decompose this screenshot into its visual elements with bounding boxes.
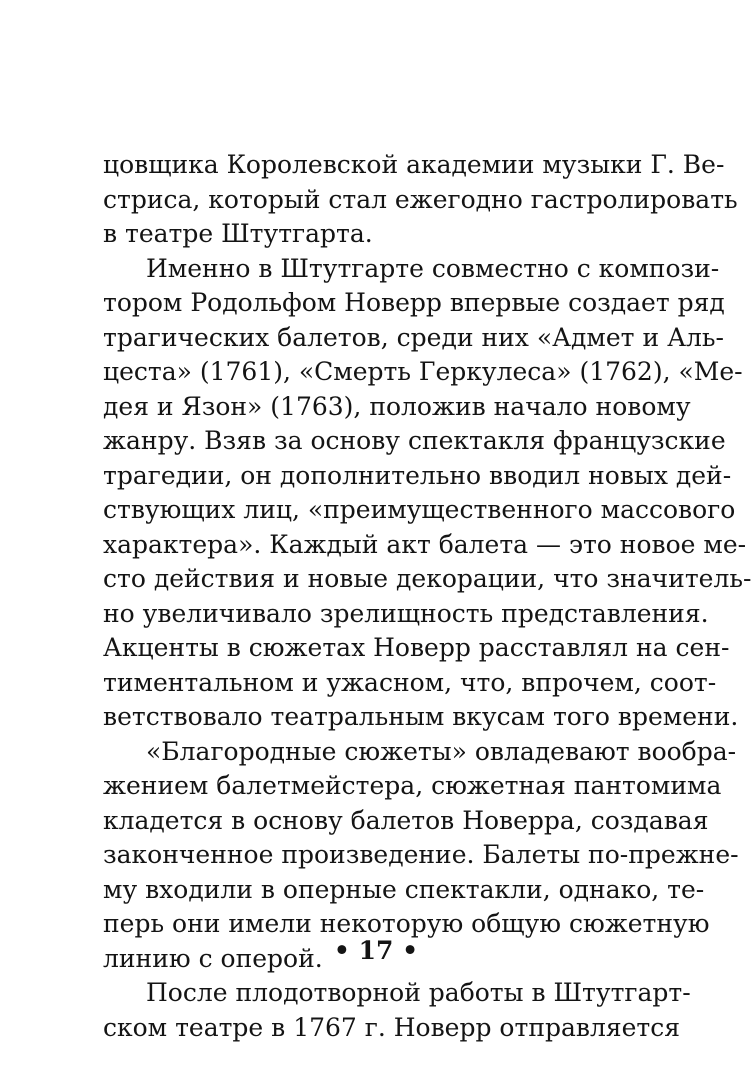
text-line: сто действия и новые декорации, что значитель- bbox=[103, 564, 752, 593]
text-line: жением балетмейстера, сюжетная пантомима bbox=[103, 771, 722, 800]
text-line: После плодотворной работы в Штутгарт- bbox=[146, 978, 691, 1007]
text-line: цеста» (1761), «Смерть Геркулеса» (1762), «Ме- bbox=[103, 357, 743, 386]
text-line: тиментальном и ужасном, что, впрочем, соот- bbox=[103, 667, 717, 697]
text-line: трагических балетов, среди них «Адмет и Аль- bbox=[103, 322, 724, 352]
text-line: но увеличивало зрелищность представления. bbox=[103, 598, 709, 628]
text-line: законченное произведение. Балеты по-прежне- bbox=[103, 840, 739, 869]
text-line: му входили в оперные спектакли, однако, те- bbox=[103, 874, 705, 904]
text-line: жанру. Взяв за основу спектакля французские bbox=[103, 426, 726, 455]
text-line: «Благородные сюжеты» овладевают вообра- bbox=[146, 736, 737, 766]
body-text bbox=[103, 148, 752, 1045]
text-line: кладется в основу балетов Новерра, создавая bbox=[103, 805, 709, 835]
text-line: стриса, который стал ежегодно гастролировать bbox=[103, 184, 738, 214]
text-line: характера». Каждый акт балета — это новое ме- bbox=[103, 529, 747, 559]
text-line: трагедии, он дополнительно вводил новых дей- bbox=[103, 460, 732, 490]
text-line: ствующих лиц, «преимущественного массового bbox=[103, 495, 736, 524]
text-line: ском театре в 1767 г. Новерр отправляется bbox=[103, 1012, 681, 1042]
text-line: в театре Штутгарта. bbox=[103, 219, 373, 248]
text-line: Акценты в сюжетах Новерр расставлял на сен- bbox=[103, 633, 730, 662]
text-line: ветствовало театральным вкусам того времени. bbox=[103, 702, 739, 731]
text-line: линию с оперой. bbox=[103, 943, 323, 973]
text-line: перь они имели некоторую общую сюжетную bbox=[103, 909, 710, 938]
text-line: дея и Язон» (1763), положив начало новому bbox=[103, 391, 691, 421]
page-number: • 17 • bbox=[333, 936, 419, 965]
text-line: Именно в Штутгарте совместно с компози- bbox=[146, 253, 720, 283]
text-line: цовщика Королевской академии музыки Г. Ве- bbox=[103, 150, 725, 179]
text-line: тором Родольфом Новерр впервые создает ряд bbox=[103, 288, 725, 317]
